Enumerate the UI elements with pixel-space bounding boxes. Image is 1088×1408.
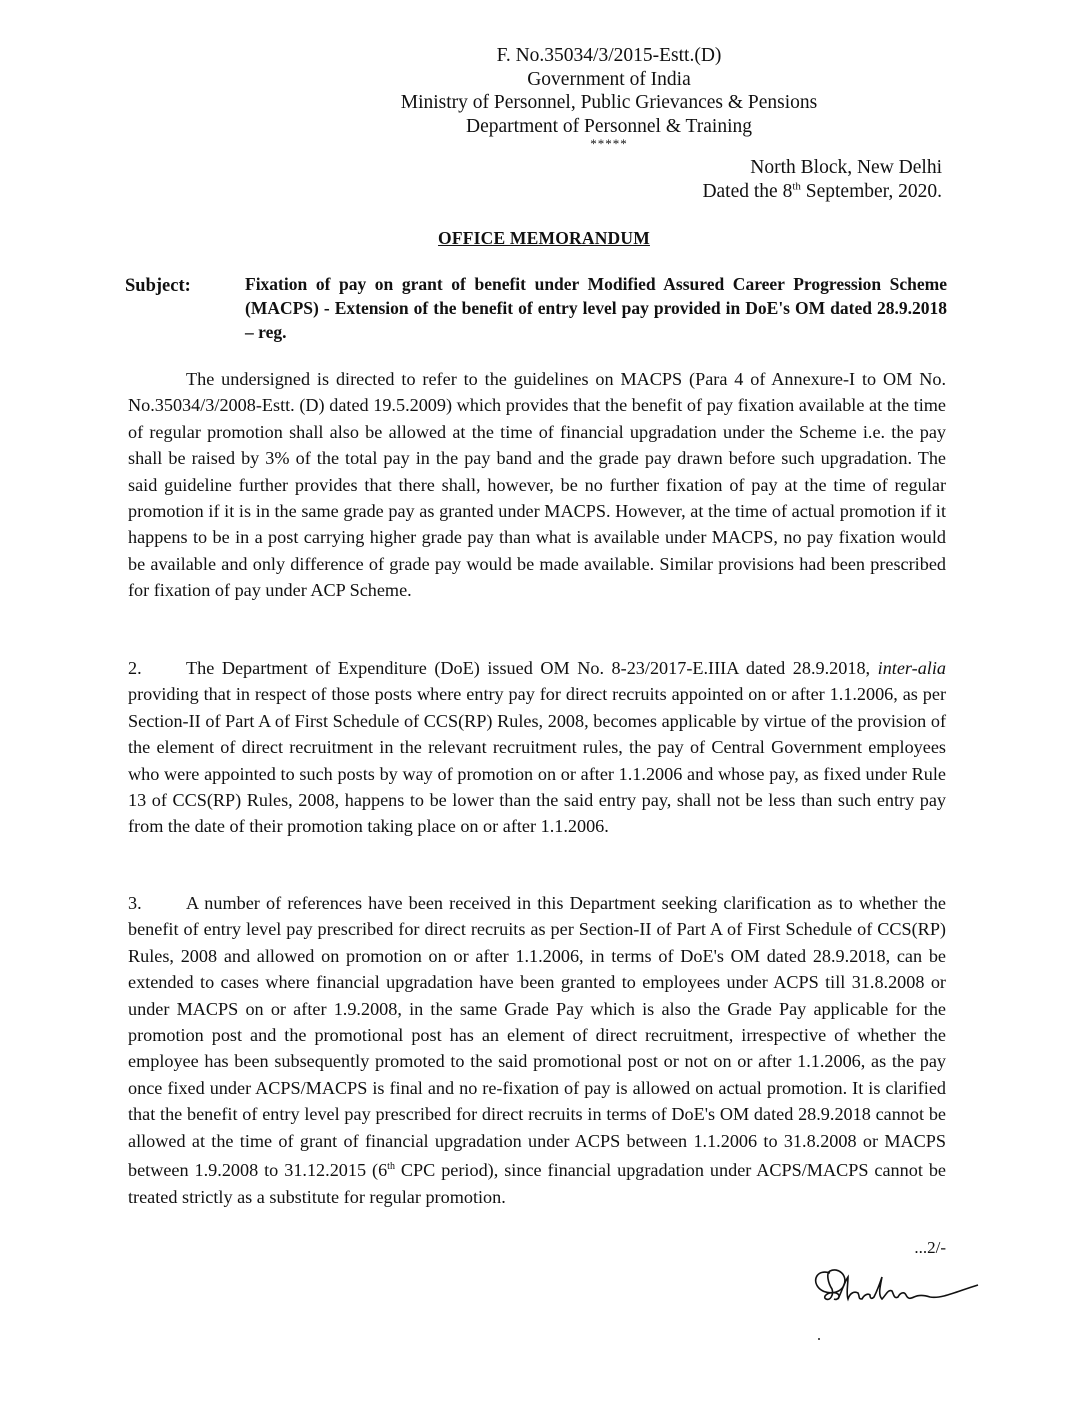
signature-icon: [808, 1255, 988, 1315]
subject-text: Fixation of pay on grant of benefit under Modified Assured Career Progression Scheme (MACPS) - Extension of the benefit of entry level pay provided in DoE's OM dated 28.9.2018 – reg.: [245, 274, 947, 342]
date-ordinal: th: [792, 180, 801, 193]
paragraph-2-italic: inter-alia: [877, 658, 946, 678]
scan-dot: [818, 1338, 820, 1340]
paragraph-1: [128, 366, 946, 604]
continued-marker: ...2/-: [914, 1238, 946, 1257]
file-number: F. No.35034/3/2015-Estt.(D): [496, 45, 722, 66]
paragraph-3-text-a: A number of references have been received in this Department seeking clarification as to whether the benefit of entry level pay prescribed for direct recruits as per Section-II of Part A of First Schedule of CCS(RP) Rules, 2008 and allowed on promotion on or after 1.1.2006, in terms of DoE's OM dated 28.9.2018, can be extended to cases where financial upgradation have been granted to employees under ACPS till 31.8.2008 or under MACPS on or after 1.9.2008, in the same Grade Pay which is also the Grade Pay applicable for the promotion post and the promotional post has an element of direct recruitment, irrespective of whether the employee has been subsequently promoted to the said promotional post or not on or after 1.1.2006, as the pay once fixed under ACPS/MACPS is final and no re-fixation of pay is allowed on actual promotion. It is clarified that the benefit of entry level pay prescribed for direct recruits in terms of DoE's OM dated 28.9.2018 cannot be allowed at the time of grant of financial upgradation under ACPS between 1.1.2006 to 31.8.2008 or MACPS between 1.9.2008 to 31.12.2015 (6: [128, 893, 946, 1181]
paragraph-2: [128, 655, 946, 840]
date-suffix: September, 2020.: [800, 181, 942, 202]
ministry-name: Ministry of Personnel, Public Grievances & Pensions: [400, 92, 818, 113]
paragraph-2-text-a: The Department of Expenditure (DoE) issued OM No. 8-23/2017-E.IIIA dated 28.9.2018,: [186, 658, 878, 678]
paragraph-3-number: 3.: [128, 893, 142, 913]
document-header: [0, 44, 1088, 150]
paragraph-2-number: 2.: [128, 658, 142, 678]
document-title: OFFICE MEMORANDUM: [438, 228, 650, 248]
paragraph-1-text: The undersigned is directed to refer to the guidelines on MACPS (Para 4 of Annexure-I to OM No. No.35034/3/2008-Estt. (D) dated 19.5.2009) which provides that the benefit of pay fixation available at the time of regular promotion shall also be allowed at the time of financial upgradation under the Scheme i.e. the pay shall be raised by 3% of the total pay in the pay band and the grade pay drawn before such upgradation. The said guideline further provides that there shall, however, be no further fixation of pay at the time of regular promotion if it is in the same grade pay as granted under MACPS. However, at the time of actual promotion if it happens to be in a post carrying higher grade pay than what is available under MACPS, no pay fixation would be available and only difference of grade pay would be made available. Similar provisions had been prescribed for fixation of pay under ACP Scheme.: [128, 369, 946, 601]
paragraph-3: [128, 890, 946, 1210]
date: [702, 180, 942, 204]
paragraph-3-ordinal: th: [387, 1161, 395, 1173]
header-separator: *****: [590, 136, 628, 151]
subject-label: Subject:: [125, 276, 191, 296]
place: North Block, New Delhi: [750, 157, 942, 178]
paragraph-3-text-b: CPC period), since financial upgradation under ACPS/MACPS cannot be treated strictly as a substitute for regular promotion.: [128, 1160, 947, 1207]
department-name: Department of Personnel & Training: [466, 115, 752, 137]
government-name: Government of India: [527, 68, 691, 90]
place-and-date: [702, 156, 942, 204]
paragraph-2-text-b: providing that in respect of those posts where entry pay for direct recruits appointed on or after 1.1.2006, as per Section-II of Part A of First Schedule of CCS(RP) Rules, 2008, becomes applicable by virtue of the provision of the element of direct recruitment in the relevant recruitment rules, the pay of Central Government employees who were appointed to such posts by way of promotion on or after 1.1.2006 and whose pay, as fixed under Rule 13 of CCS(RP) Rules, 2008, happens to be lower than the said entry pay, shall not be less than such entry pay from the date of their promotion taking place on or after 1.1.2006.: [128, 684, 946, 837]
date-prefix: Dated the 8: [702, 181, 793, 202]
